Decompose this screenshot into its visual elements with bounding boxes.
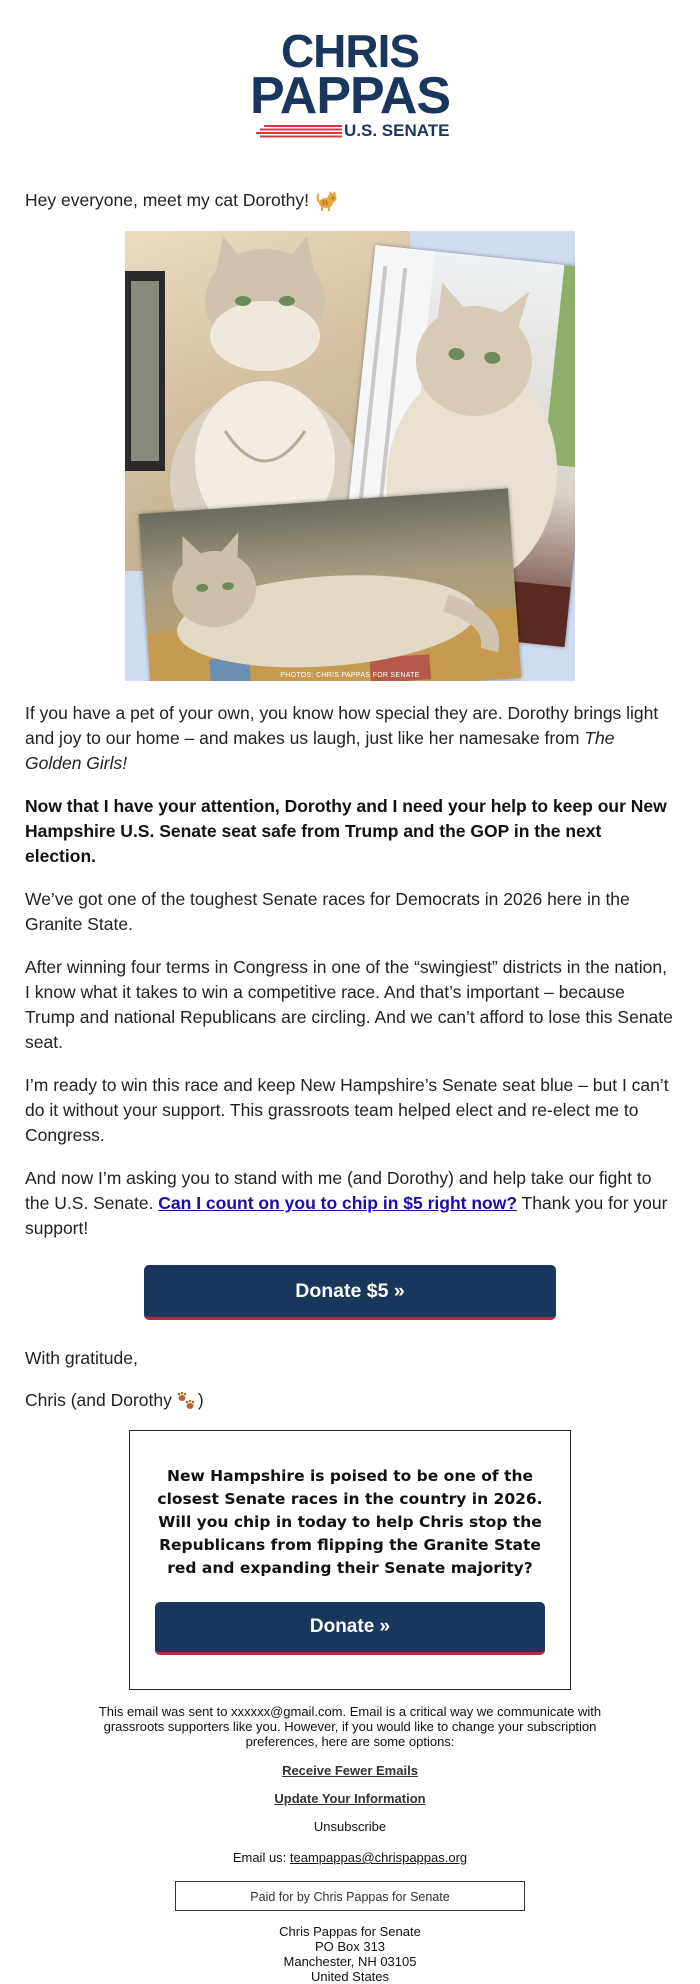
email-address-link[interactable]: teampappas@chrispappas.org: [289, 1850, 468, 1865]
signature-text: Chris (and Dorothy: [25, 1390, 172, 1410]
address-line: United States: [310, 1969, 390, 1984]
photo-credit: PHOTOS: CHRIS PAPPAS FOR SENATE: [280, 672, 420, 679]
paragraph-four-terms: After winning four terms in Congress in one of the “swingiest” districts in the nation, I know what it takes to win a competitive race. And that’s important – because Trump and national Republicans are circling. And we can’t afford to lose this Senate seat.: [25, 957, 673, 1052]
paragraph-pets-text: If you have a pet of your own, you know how special they are. Dorothy brings light and joy to our home – and makes us laugh, just like her namesake from: [25, 703, 659, 748]
address-line: PO Box 313: [314, 1939, 386, 1954]
closing-gratitude: With gratitude,: [25, 1348, 138, 1368]
footer-email: [25, 1850, 675, 1865]
campaign-logo: [0, 0, 700, 150]
golden-girls-title: The Golden Girls!: [25, 728, 615, 773]
logo-stripes-icon: [256, 124, 342, 138]
cat-photo-collage: [125, 231, 575, 681]
update-information-link[interactable]: Update Your Information: [274, 1791, 426, 1806]
email-footer: [25, 1704, 675, 1984]
signature-close: ): [197, 1390, 204, 1410]
email-body: [0, 188, 700, 1984]
footer-note: This email was sent to xxxxxx@gmail.com. Email is a critical way we communicate with grassroots supporters like you. However, if you would like to change your subscription preferences, here are some options:: [98, 1704, 602, 1749]
paid-for-disclaimer: Paid for by Chris Pappas for Senate: [175, 1881, 525, 1911]
signature: [25, 1388, 675, 1413]
email-label: Email us:: [232, 1850, 290, 1865]
paragraph-pets: [25, 701, 675, 776]
paragraph-attention: Now that I have your attention, Dorothy and I need your help to keep our New Hampshire U.S. Senate seat safe from Trump and the GOP in the next election.: [25, 796, 667, 866]
cat-emoji-icon: [316, 191, 338, 211]
cat-photo-lying: [139, 488, 521, 681]
mailing-address: [25, 1924, 675, 1984]
logo-last-name: PAPPAS: [249, 67, 451, 125]
paragraph-ask-thanks: Thank you for your support!: [25, 1193, 668, 1238]
paragraph-ask-text: And now I’m asking you to stand with me (and Dorothy) and help take our fight to the U.S. Senate.: [25, 1168, 652, 1213]
address-line: Manchester, NH 03105: [283, 1954, 417, 1969]
receive-fewer-emails-link[interactable]: Receive Fewer Emails: [282, 1763, 418, 1778]
greeting-text: Hey everyone, meet my cat Dorothy!: [25, 190, 309, 210]
paragraph-ready-to-win: I’m ready to win this race and keep New Hampshire’s Senate seat blue – but I can’t do it without your support. This grassroots team helped elect and re-elect me to Congress.: [25, 1075, 669, 1145]
donate-button[interactable]: Donate »: [155, 1602, 545, 1655]
paragraph-toughest-race: We’ve got one of the toughest Senate races for Democrats in 2026 here in the Granite State.: [25, 889, 630, 934]
appeal-box: [129, 1430, 571, 1690]
chip-in-link[interactable]: Can I count on you to chip in $5 right now?: [158, 1193, 518, 1213]
logo-tagline: U.S. SENATE: [344, 121, 450, 140]
paragraph-ask: [25, 1166, 675, 1241]
paw-prints-icon: [176, 1391, 196, 1411]
address-line: Chris Pappas for Senate: [279, 1924, 421, 1939]
donate-5-button[interactable]: Donate $5 »: [144, 1265, 556, 1320]
appeal-text: New Hampshire is poised to be one of the closest Senate races in the country in 2026. Will you chip in today to help Chris stop the Republicans from flipping the Granite State red and expanding their Senate majority?: [157, 1467, 543, 1577]
logo-first-name: CHRIS: [280, 25, 420, 77]
unsubscribe-link[interactable]: Unsubscribe: [313, 1819, 387, 1834]
greeting: [25, 188, 675, 213]
